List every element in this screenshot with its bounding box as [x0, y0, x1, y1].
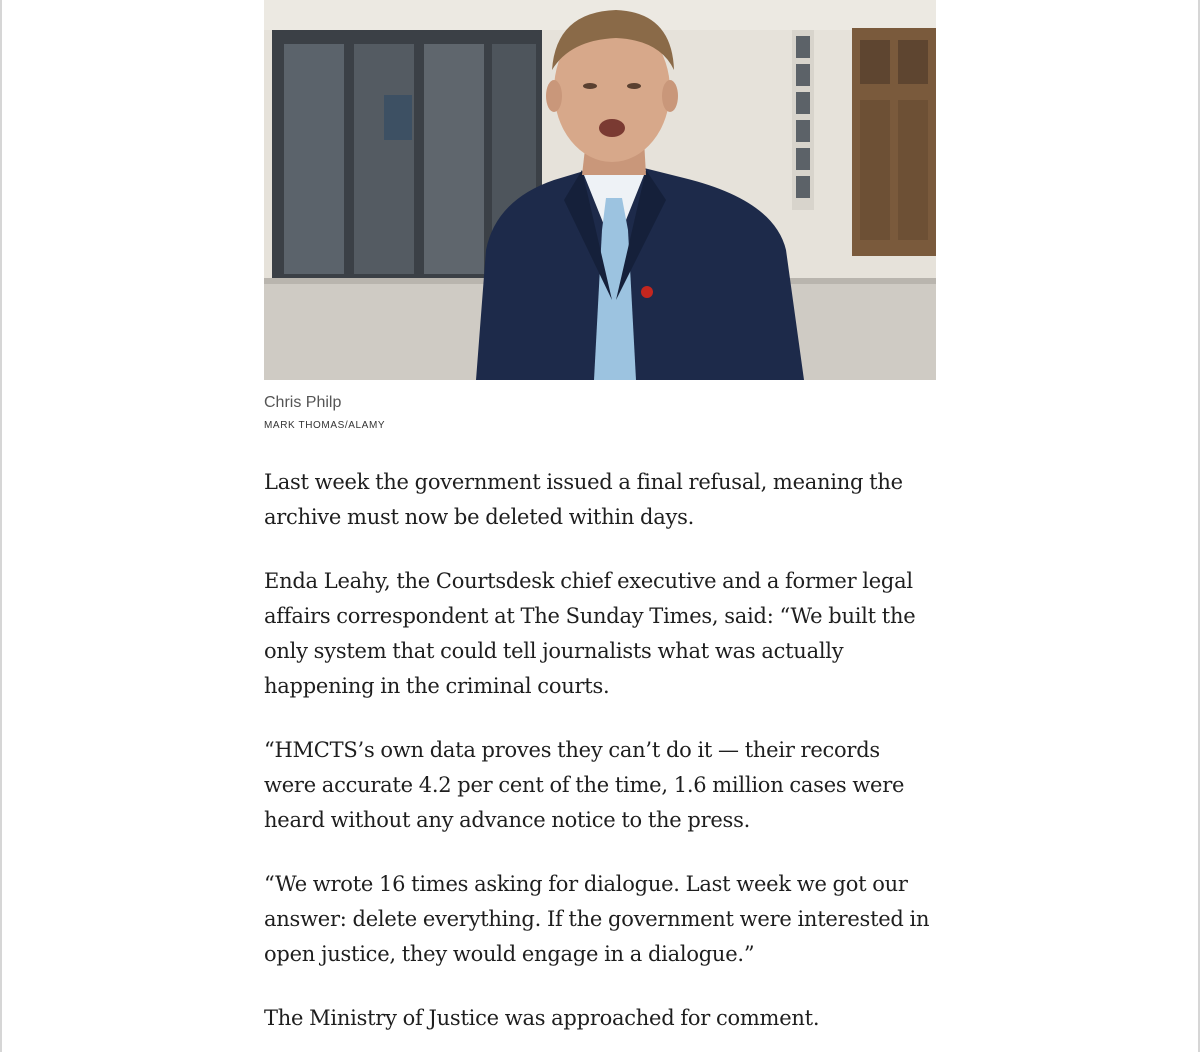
- paragraph-4: “We wrote 16 times asking for dialogue. Last week we got our answer: delete everything. If the government were interested in open justice, they would engage in a dialogue.”: [264, 872, 930, 966]
- paragraph-3: “HMCTS’s own data proves they can’t do it — their records were accurate 4.2 per cent of the time, 1.6 million cases were heard without any advance notice to the press.: [264, 738, 905, 832]
- photo-caption: Chris Philp: [264, 394, 342, 411]
- page-left-edge: [0, 0, 2, 1052]
- paragraph-5: The Ministry of Justice was approached for comment.: [264, 1006, 820, 1030]
- photo-illustration: [264, 0, 936, 380]
- photo-credit: MARK THOMAS/ALAMY: [264, 420, 386, 431]
- paragraph-1: Last week the government issued a final refusal, meaning the archive must now be deleted within days.: [264, 470, 903, 529]
- paragraph-2: Enda Leahy, the Courtsdesk chief executive and a former legal affairs correspondent at The Sunday Times, said: “We built the only system that could tell journalists what was actually happening in the criminal courts.: [264, 569, 916, 698]
- article-photo: [264, 0, 936, 380]
- article-body: [264, 0, 936, 1036]
